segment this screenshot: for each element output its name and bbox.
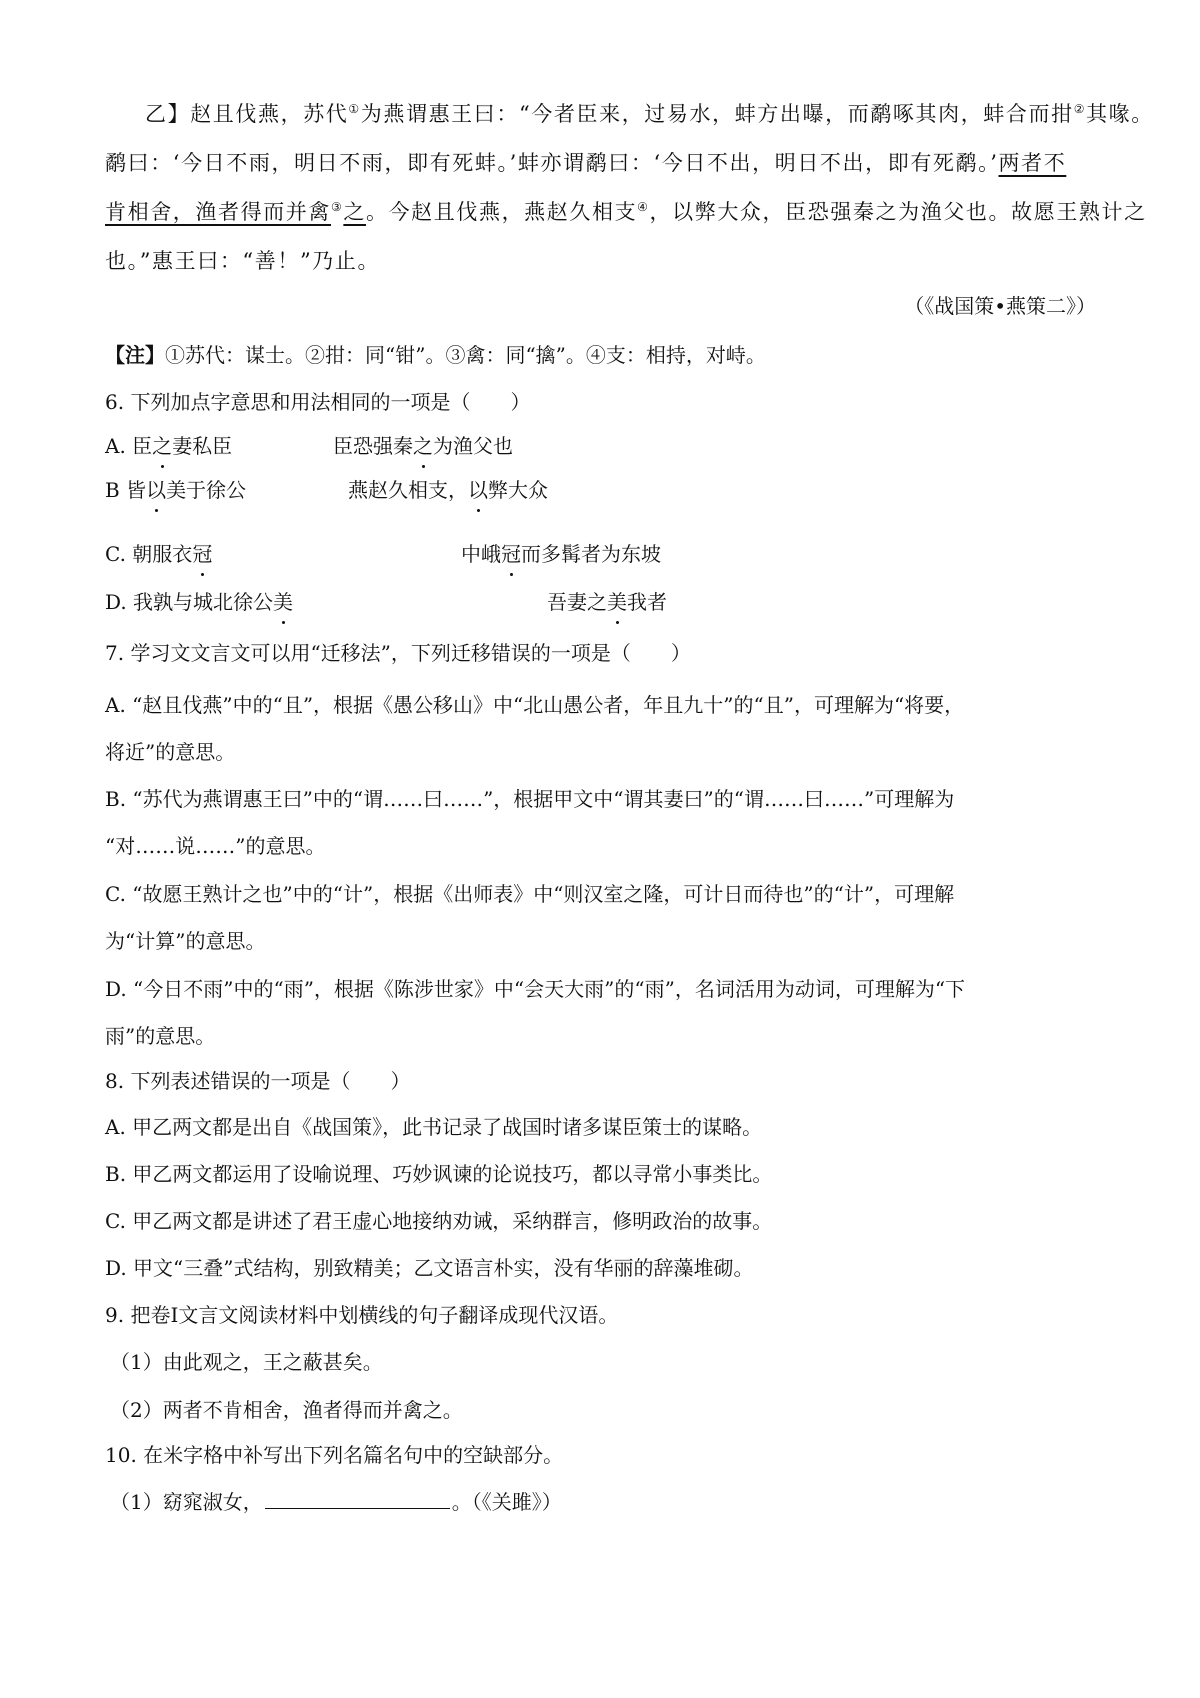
passage-line-3: 肯相舍，渔者得而并禽③之。今赵且伐燕，燕赵久相支④，以弊大众，臣恐强秦之为渔父也。故愿王熟计之 (105, 200, 1147, 224)
answer-blank[interactable] (265, 1490, 450, 1509)
underlined-sentence: 两者不 (998, 151, 1067, 175)
q6-option-b-right: 燕赵久相支，以弊大众 (348, 478, 548, 502)
q7-option-d-cont: 雨”的意思。 (105, 1024, 216, 1048)
passage-line-1: 乙】赵且伐燕，苏代①为燕谓惠王曰：“今者臣来，过易水，蚌方出曝，而鹬啄其肉，蚌合而拑②其喙。 (145, 102, 1154, 126)
footnote-ref: ④ (637, 200, 650, 214)
dotted-char: 美 (607, 590, 627, 614)
q6-option-d-right: 吾妻之美我者 (547, 590, 667, 614)
question-10-stem: 10. 在米字格中补写出下列名篇名句中的空缺部分。 (105, 1443, 564, 1467)
q8-option-b: B. 甲乙两文都运用了设喻说理、巧妙讽谏的论说技巧，都以寻常小事类比。 (105, 1162, 773, 1186)
passage-source: （《战国策•燕策二》） (904, 294, 1096, 318)
dotted-char: 美 (273, 590, 294, 614)
passage-line-2: 鹬曰：‘今日不雨，明日不雨，即有死蚌。’蚌亦谓鹬曰：‘今日不出，明日不出，即有死鹬。’两者不 (105, 151, 1067, 175)
q7-option-d: D. “今日不雨”中的“雨”，根据《陈涉世家》中“会天大雨”的“雨”，名词活用为动词，可理解为“下 (105, 977, 966, 1001)
q7-option-b: B. “苏代为燕谓惠王曰”中的“谓……曰……”，根据甲文中“谓其妻曰”的“谓……曰……”可理解为 (105, 787, 955, 811)
footnote-ref: ③ (331, 200, 344, 214)
q6-option-c-left: C. 朝服衣冠 (105, 542, 213, 566)
question-7-stem: 7. 学习文文言文可以用“迁移法”，下列迁移错误的一项是（ ） (105, 641, 691, 665)
q7-option-b-cont: “对……说……”的意思。 (105, 834, 326, 858)
q8-option-c: C. 甲乙两文都是讲述了君王虚心地接纳劝诫，采纳群言，修明政治的故事。 (105, 1209, 773, 1233)
dotted-char: 以 (468, 478, 488, 502)
q9-sentence-1: （1）由此观之，王之蔽甚矣。 (110, 1350, 383, 1374)
footnote-ref: ① (348, 102, 361, 116)
dotted-char: 之 (413, 434, 433, 458)
q7-option-c: C. “故愿王熟计之也”中的“计”，根据《出师表》中“则汉室之隆，可计日而待也”的“计”，可理解 (105, 882, 955, 906)
q8-option-a: A. 甲乙两文都是出自《战国策》，此书记录了战国时诸多谋臣策士的谋略。 (105, 1115, 763, 1139)
question-6-stem: 6. 下列加点字意思和用法相同的一项是（ ） (105, 390, 531, 414)
q7-option-a: A. “赵且伐燕”中的“且”，根据《愚公移山》中“北山愚公者，年且九十”的“且”，可理解为“将要， (105, 693, 965, 717)
q6-option-d-left: D. 我孰与城北徐公美 (105, 590, 294, 614)
q10-item-1: （1）窈窕淑女， 。（《关雎》） (110, 1490, 562, 1514)
q6-option-c-right: 中峨冠而多髯者为东坡 (461, 542, 661, 566)
question-8-stem: 8. 下列表述错误的一项是（ ） (105, 1069, 411, 1093)
dotted-char: 之 (152, 434, 173, 458)
dotted-char: 冠 (501, 542, 521, 566)
q6-option-a-right: 臣恐强秦之为渔父也 (333, 434, 513, 458)
question-9-stem: 9. 把卷Ⅰ文言文阅读材料中划横线的句子翻译成现代汉语。 (105, 1303, 619, 1327)
q6-option-b-left: B 皆以美于徐公 (105, 478, 247, 502)
underlined-sentence: 肯相舍，渔者得而并禽 (105, 200, 331, 224)
q6-option-a-left: A. 臣之妻私臣 (105, 434, 233, 458)
annotation-note: 【注】①苏代：谋士。②拑：同“钳”。③禽：同“擒”。④支：相持，对峙。 (105, 343, 766, 367)
dotted-char: 冠 (192, 542, 213, 566)
q8-option-d: D. 甲文“三叠”式结构，别致精美；乙文语言朴实，没有华丽的辞藻堆砌。 (105, 1256, 754, 1280)
q7-option-c-cont: 为“计算”的意思。 (105, 929, 266, 953)
dotted-char: 以 (146, 478, 167, 502)
footnote-ref: ② (1073, 102, 1087, 116)
q7-option-a-cont: 将近”的意思。 (105, 740, 236, 764)
passage-line-4: 也。”惠王曰：“善！”乃止。 (105, 249, 381, 273)
q9-sentence-2: （2）两者不肯相舍，渔者得而并禽之。 (110, 1398, 463, 1422)
